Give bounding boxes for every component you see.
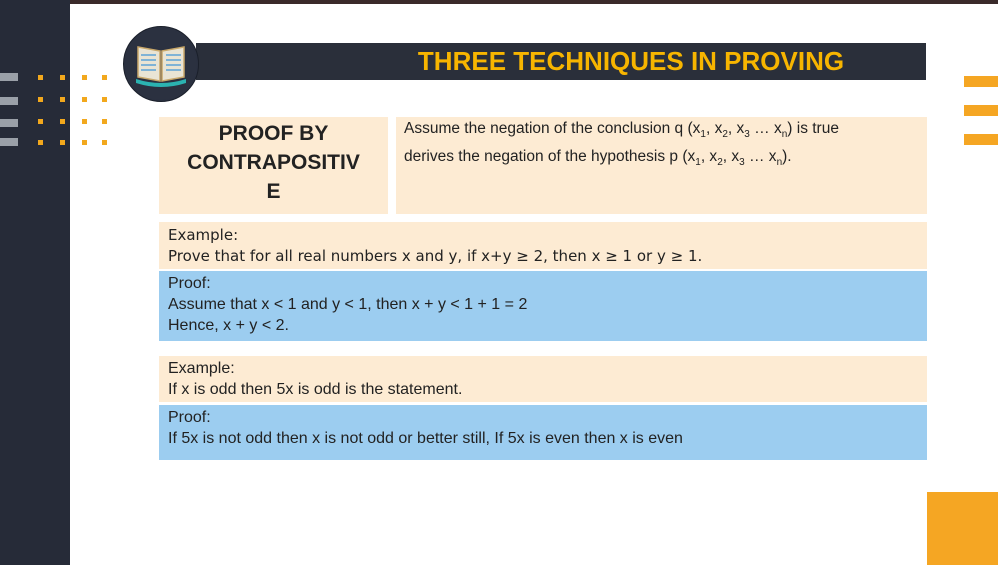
- technique-heading-line2: CONTRAPOSITIV: [187, 151, 360, 174]
- description-line2: derives the negation of the hypothesis p (x: [404, 148, 696, 166]
- proof1-label: Proof:: [168, 275, 211, 292]
- description-line1: Assume the negation of the conclusion q (x: [404, 120, 701, 137]
- title-bar: [196, 43, 926, 80]
- proof1-line2: Hence, x + y < 2.: [168, 317, 289, 334]
- technique-description: Assume the negation of the conclusion q ($x_1$, $x_2$, $x_3$ … $x_n$) is true derives the negation of the hypothesis p ($x_1$, $x_2$, $x_3$ … $x_n$).: [396, 117, 927, 214]
- open-book-icon: [123, 26, 199, 102]
- example2-box: [159, 356, 927, 402]
- example1-statement: Prove that for all real numbers x and y, if x+y ≥ 2, then x ≥ 1 or y ≥ 1.: [168, 247, 703, 265]
- page-title: THREE TECHNIQUES IN PROVING: [417, 46, 845, 76]
- technique-heading-line3: E: [266, 180, 281, 203]
- proof1-box: [159, 271, 927, 341]
- example1-box: [159, 222, 927, 269]
- left-decor-panel: [0, 0, 70, 565]
- example2-statement: If x is odd then 5x is odd is the statement.: [168, 381, 463, 398]
- top-strip: [0, 0, 998, 4]
- technique-heading: [159, 117, 388, 214]
- technique-heading-line1: PROOF BY: [218, 122, 329, 145]
- proof2-line1: If 5x is not odd then x is not odd or better still, If 5x is even then x is even: [168, 430, 683, 447]
- proof1-line1: Assume that x < 1 and y < 1, then x + y < 1 + 1 = 2: [168, 296, 528, 313]
- example1-label: Example:: [168, 226, 239, 244]
- proof2-box: [159, 405, 927, 460]
- proof2-label: Proof:: [168, 409, 211, 426]
- example2-label: Example:: [168, 360, 235, 377]
- corner-decor-block: [927, 492, 998, 565]
